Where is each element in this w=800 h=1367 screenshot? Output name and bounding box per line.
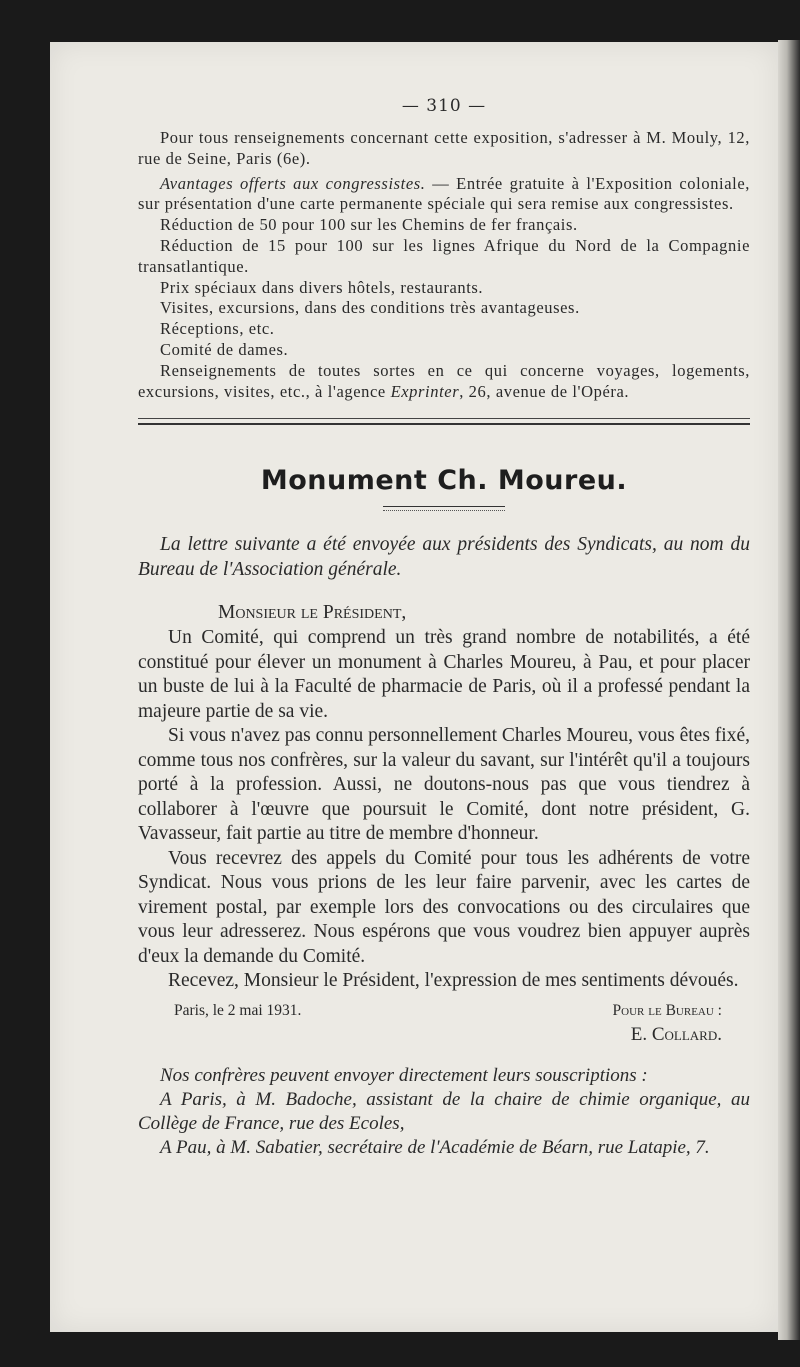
agency-name: Exprinter — [390, 381, 460, 401]
advantage-item: Comité de dames. — [160, 339, 289, 359]
divider-line — [138, 423, 750, 425]
letter-closing: Recevez, Monsieur le Président, l'expression de mes sentiments dévoués. — [168, 970, 739, 992]
advantages-paragraph — [138, 174, 750, 216]
advantages-label: Avantages offerts aux congressistes. — [160, 173, 426, 193]
letter-paragraph: Si vous n'avez pas connu personnellement Charles Moureu, vous êtes fixé, comme tous nos confrères, sur la valeur du savant, sur l'intérêt qu'il a toujours porté à la profession. Aussi, ne doutons-nous pas que vous tiendrez à collaborer à l'œuvre que poursuit le Comité, dont notre président, G. Vavasseur, fait partie au titre de membre d'honneur. — [138, 725, 750, 845]
letter-paragraph: Un Comité, qui comprend un très grand nombre de notabilités, a été constitué pour élever un monument à Charles Moureu, à Pau, et pour placer un buste de lui à la Faculté de pharmacie de Paris, où il a professé pendant la majeure partie de sa vie. — [138, 627, 750, 722]
advantage-item: Prix spéciaux dans divers hôtels, restaurants. — [160, 277, 484, 297]
signatory-name: E. Collard. — [630, 1023, 722, 1045]
letter — [138, 533, 750, 1046]
advantage-item: Réduction de 15 pour 100 sur les lignes Afrique du Nord de la Compagnie transatlantique. — [138, 235, 750, 276]
advantages-text: — Entrée gratuite à l'Exposition coloniale, sur présentation d'une carte permanente spéciale qui sera remise aux congressistes. — [138, 173, 750, 214]
article-title: Monument Ch. Moureu. — [260, 465, 628, 497]
letter-intro: La lettre suivante a été envoyée aux présidents des Syndicats, au nom du Bureau de l'Association générale. — [138, 534, 750, 580]
advantage-item: Réceptions, etc. — [160, 319, 275, 339]
last-before: Renseignements de toutes sortes en ce qui concerne voyages, logements, excursions, visites, etc., à l'agence — [138, 360, 750, 401]
place-date: Paris, le 2 mai 1931. — [174, 1001, 302, 1019]
advantage-item-last — [138, 361, 750, 403]
divider-line — [138, 418, 750, 419]
last-after: , 26, avenue de l'Opéra. — [459, 381, 630, 401]
exposition-info — [138, 128, 750, 402]
subscriptions — [138, 1064, 750, 1160]
letter-salutation: Monsieur le Président, — [218, 602, 407, 624]
page-content — [138, 96, 750, 1160]
subscriptions-intro: Nos confrères peuvent envoyer directement leurs souscriptions : — [160, 1064, 648, 1086]
page-edge — [778, 40, 800, 1340]
pour-le-bureau: Pour le Bureau : — [612, 1001, 722, 1019]
letter-signature-block — [138, 1002, 750, 1046]
subscription-paris: A Paris, à M. Badoche, assistant de la chaire de chimie organique, au Collège de France, rue des Ecoles, — [138, 1088, 750, 1134]
advantage-item: Visites, excursions, dans des conditions très avantageuses. — [160, 298, 580, 318]
subscription-pau: A Pau, à M. Sabatier, secrétaire de l'Académie de Béarn, rue Latapie, 7. — [160, 1136, 710, 1158]
page-number: — 310 — — [401, 96, 487, 116]
letter-paragraph: Vous recevrez des appels du Comité pour tous les adhérents de votre Syndicat. Nous vous prions de les leur faire parvenir, avec les cartes de virement postal, par exemple lors des convocations ou des circulaires que vous leur adresserez. Nous espérons que vous voudrez bien appuyer auprès d'eux la demande du Comité. — [138, 847, 750, 967]
info-paragraph: Pour tous renseignements concernant cette exposition, s'adresser à M. Mouly, 12, rue de Seine, Paris (6e). — [138, 128, 750, 168]
section-divider — [138, 418, 750, 425]
signature — [613, 1002, 750, 1046]
advantage-item: Réduction de 50 pour 100 sur les Chemins de fer français. — [160, 215, 578, 235]
title-ornament — [383, 506, 505, 511]
